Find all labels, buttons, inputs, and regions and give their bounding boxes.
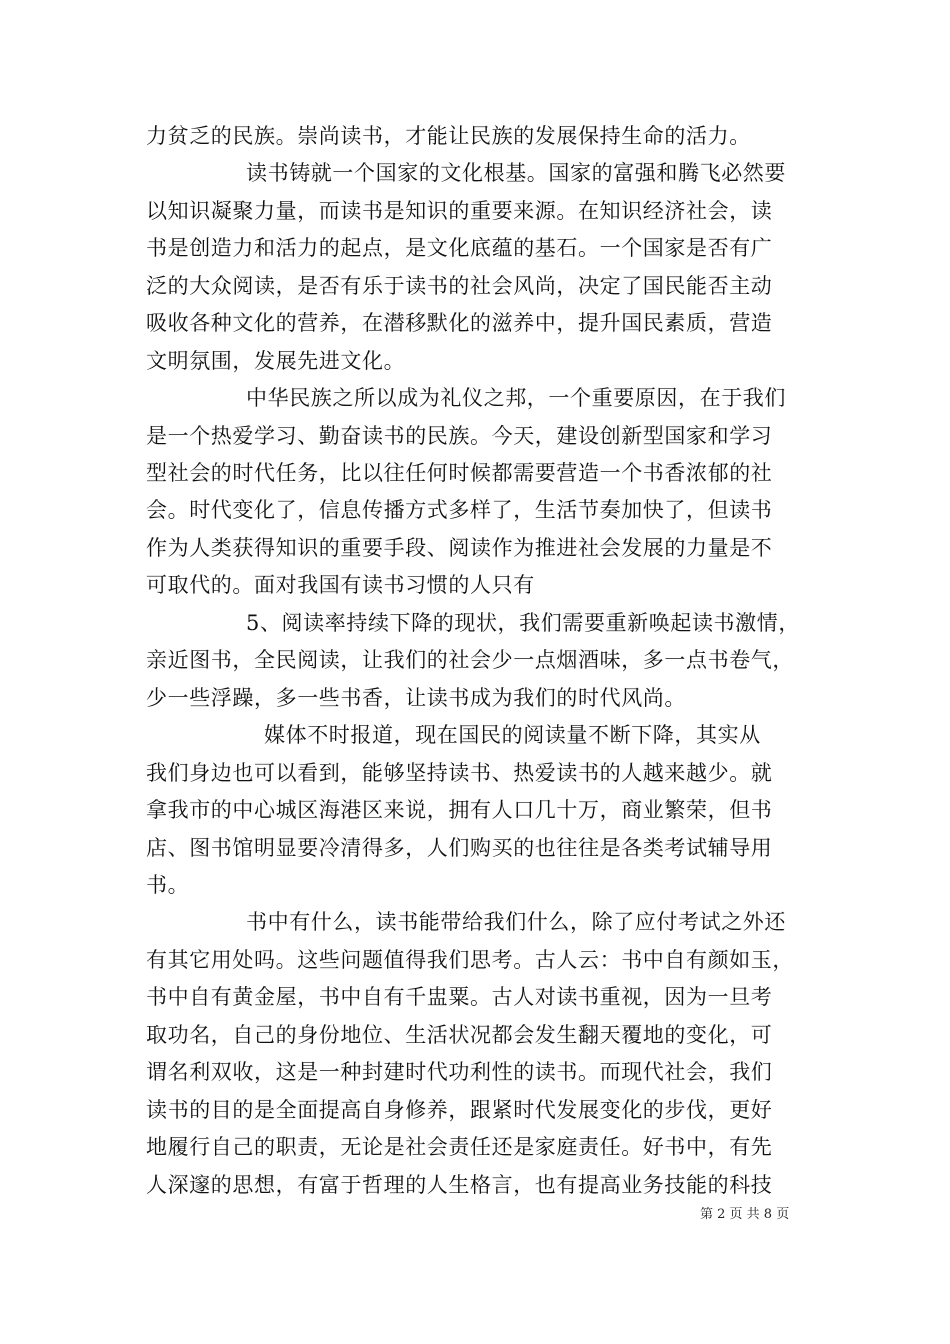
text-line: 书。: [146, 873, 190, 897]
text-line: 吸收各种文化的营养，在潜移默化的滋养中，提升国民素质，营造: [146, 311, 773, 335]
text-line: 我们身边也可以看到，能够坚持读书、热爱读书的人越来越少。就: [146, 761, 773, 785]
text-line: 文明氛围，发展先进文化。: [146, 349, 406, 373]
text-line: 会。时代变化了，信息传播方式多样了，生活节奏加快了，但读书: [146, 498, 773, 522]
text-line: 中华民族之所以成为礼仪之邦，一个重要原因，在于我们: [246, 386, 786, 410]
text-line: 力贫乏的民族。崇尚读书，才能让民族的发展保持生命的活力。: [146, 124, 751, 148]
text-line: 亲近图书，全民阅读，让我们的社会少一点烟酒味，多一点书卷气，: [146, 648, 794, 672]
text-line: 书中有什么，读书能带给我们什么，除了应付考试之外还: [246, 910, 786, 934]
text-line: 谓名利双收，这是一种封建时代功利性的读书。而现代社会，我们: [146, 1060, 773, 1084]
text-line: 读书铸就一个国家的文化根基。国家的富强和腾飞必然要: [246, 161, 786, 185]
text-line: 书中自有黄金屋，书中自有千盅粟。古人对读书重视，因为一旦考: [146, 985, 773, 1009]
text-line: 少一些浮躁，多一些书香，让读书成为我们的时代风尚。: [146, 686, 686, 710]
text-line: 可取代的。面对我国有读书习惯的人只有: [146, 573, 535, 597]
text-line: 有其它用处吗。这些问题值得我们思考。古人云：书中自有颜如玉，: [146, 948, 794, 972]
text-line: 作为人类获得知识的重要手段、阅读作为推进社会发展的力量是不: [146, 536, 773, 560]
text-line: 拿我市的中心城区海港区来说，拥有人口几十万，商业繁荣，但书: [146, 798, 773, 822]
text-line: 媒体不时报道，现在国民的阅读量不断下降，其实从: [264, 723, 761, 747]
text-line: 5、阅读率持续下降的现状，我们需要重新唤起读书激情，: [246, 611, 800, 635]
text-line: 人深邃的思想，有富于哲理的人生格言，也有提高业务技能的科技: [146, 1173, 773, 1197]
text-line: 店、图书馆明显要冷清得多，人们购买的也往往是各类考试辅导用: [146, 836, 773, 860]
text-line: 地履行自己的职责，无论是社会责任还是家庭责任。好书中，有先: [146, 1135, 773, 1159]
text-line: 型社会的时代任务，比以往任何时候都需要营造一个书香浓郁的社: [146, 461, 773, 485]
page-number: 第 2 页 共 8 页: [700, 1207, 790, 1222]
text-line: 泛的大众阅读，是否有乐于读书的社会风尚，决定了国民能否主动: [146, 274, 773, 298]
text-line: 是一个热爱学习、勤奋读书的民族。今天，建设创新型国家和学习: [146, 424, 773, 448]
text-line: 读书的目的是全面提高自身修养，跟紧时代发展变化的步伐，更好: [146, 1098, 773, 1122]
text-line: 取功名，自己的身份地位、生活状况都会发生翻天覆地的变化，可: [146, 1023, 773, 1047]
text-line: 以知识凝聚力量，而读书是知识的重要来源。在知识经济社会，读: [146, 199, 773, 223]
text-line: 书是创造力和活力的起点，是文化底蕴的基石。一个国家是否有广: [146, 236, 773, 260]
